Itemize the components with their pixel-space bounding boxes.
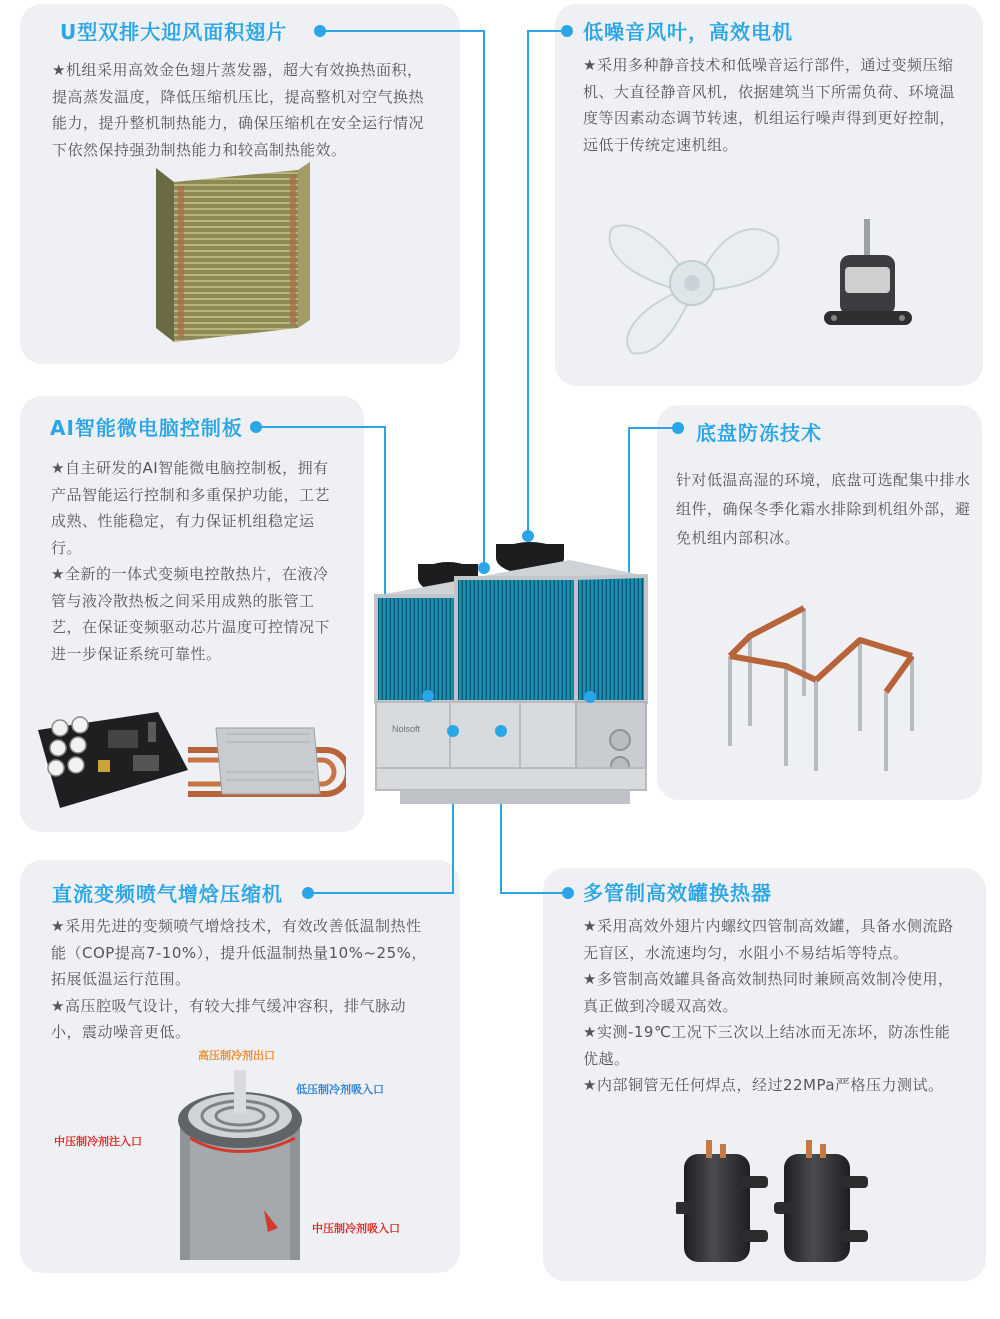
base-desc (676, 466, 976, 553)
drain-pipe-frame-icon (720, 596, 930, 776)
base-desc-line: 针对低温高湿的环境，底盘可选配集中排水组件，确保冬季化霜水排除到机组外部，避免机组内部积冰。 (676, 471, 971, 547)
unit-brand: Nolsoft (392, 724, 421, 734)
board-dot (250, 421, 262, 433)
base-title: 底盘防冻技术 (696, 421, 822, 445)
fan-dot (561, 25, 573, 37)
unit-dot-board (422, 690, 434, 702)
label-mid-in: 中压制冷剂吸入口 (312, 1222, 400, 1235)
label-high-out: 高压制冷剂出口 (198, 1049, 275, 1062)
unit-dot-base (584, 691, 596, 703)
cooling-plate-icon (186, 722, 346, 802)
tank-heat-exchanger-icon (676, 1140, 896, 1270)
board-desc (51, 455, 336, 667)
connector-base (628, 427, 678, 429)
exchanger-dot (562, 887, 574, 899)
compressor-desc-line-1: ★采用先进的变频喷气增焓技术，有效改善低温制热性能（COP提高7-10%），提升低温制热量10%~25%，拓展低温运行范围。 (51, 917, 427, 988)
connector-fan-v (527, 30, 529, 537)
board-desc-line-2: ★全新的一体式变频电控散热片，在液冷管与液冷散热板之间采用成熟的胀管工艺，在保证变频驱动芯片温度可控情况下进一步保证系统可靠性。 (51, 565, 331, 663)
unit-dot-compressor (447, 725, 459, 737)
compressor-desc (51, 913, 436, 1046)
unit-dot-fin (478, 562, 490, 574)
connector-fin-v (483, 30, 485, 568)
label-mid-inject: 中压制冷剂注入口 (54, 1135, 142, 1148)
exchanger-desc-line-3: ★实测-19℃工况下三次以上结冰而无冻坏，防冻性能优越。 (583, 1023, 951, 1068)
exchanger-desc (583, 913, 963, 1099)
connector-compressor (308, 892, 454, 894)
board-title: AI智能微电脑控制板 (50, 416, 243, 440)
fin-dot (314, 25, 326, 37)
board-desc-line-1: ★自主研发的AI智能微电脑控制板，拥有产品智能运行控制和多重保护功能，工艺成熟、性能稳定，有力保证机组稳定运行。 (51, 459, 331, 557)
fan-title: 低噪音风叶，高效电机 (583, 20, 793, 44)
unit-dot-fan (522, 530, 534, 542)
u-fin-evaporator-icon (148, 160, 318, 346)
exchanger-title: 多管制高效罐换热器 (583, 881, 772, 905)
base-dot (672, 422, 684, 434)
fan-desc (583, 52, 963, 158)
fan-motor-icon (820, 215, 915, 340)
exchanger-desc-line-4: ★内部铜管无任何焊点，经过22MPa严格压力测试。 (583, 1076, 944, 1094)
compressor-title: 直流变频喷气增焓压缩机 (52, 882, 283, 906)
fan-blade-icon (602, 198, 792, 368)
connector-fin (320, 30, 485, 32)
exchanger-desc-line-1: ★采用高效外翅片内螺纹四管制高效罐，具备水侧流路无盲区，水流速均匀，水阻小不易结垢等特点。 (583, 917, 954, 962)
connector-exchanger (500, 892, 568, 894)
unit-dot-exchanger (495, 725, 507, 737)
fin-title: U型双排大迎风面积翅片 (60, 20, 288, 44)
control-board-icon (38, 710, 188, 808)
fin-desc-line: ★机组采用高效金色翅片蒸发器，超大有效换热面积，提高蒸发温度，降低压缩机压比，提高整机对空气换热能力，提升整机制热能力，确保压缩机在安全运行情况下依然保持强劲制热能力和较高制热能效。 (52, 61, 425, 159)
connector-board (256, 426, 386, 428)
label-low-in: 低压制冷剂吸入口 (296, 1083, 384, 1096)
compressor-dot (302, 887, 314, 899)
heat-pump-unit-icon (370, 538, 650, 808)
fin-desc (52, 57, 434, 163)
compressor-desc-line-2: ★高压腔吸气设计，有较大排气缓冲容积，排气脉动小，震动噪音更低。 (51, 996, 406, 1041)
fan-desc-line: ★采用多种静音技术和低噪音运行部件，通过变频压缩机、大直径静音风机，依据建筑当下所需负荷、环境温度等因素动态调节转速，机组运行噪声得到更好控制，远低于传统定速机组。 (583, 56, 956, 154)
exchanger-desc-line-2: ★多管制高效罐具备高效制热同时兼顾高效制冷使用，真正做到冷暖双高效。 (583, 970, 954, 1015)
